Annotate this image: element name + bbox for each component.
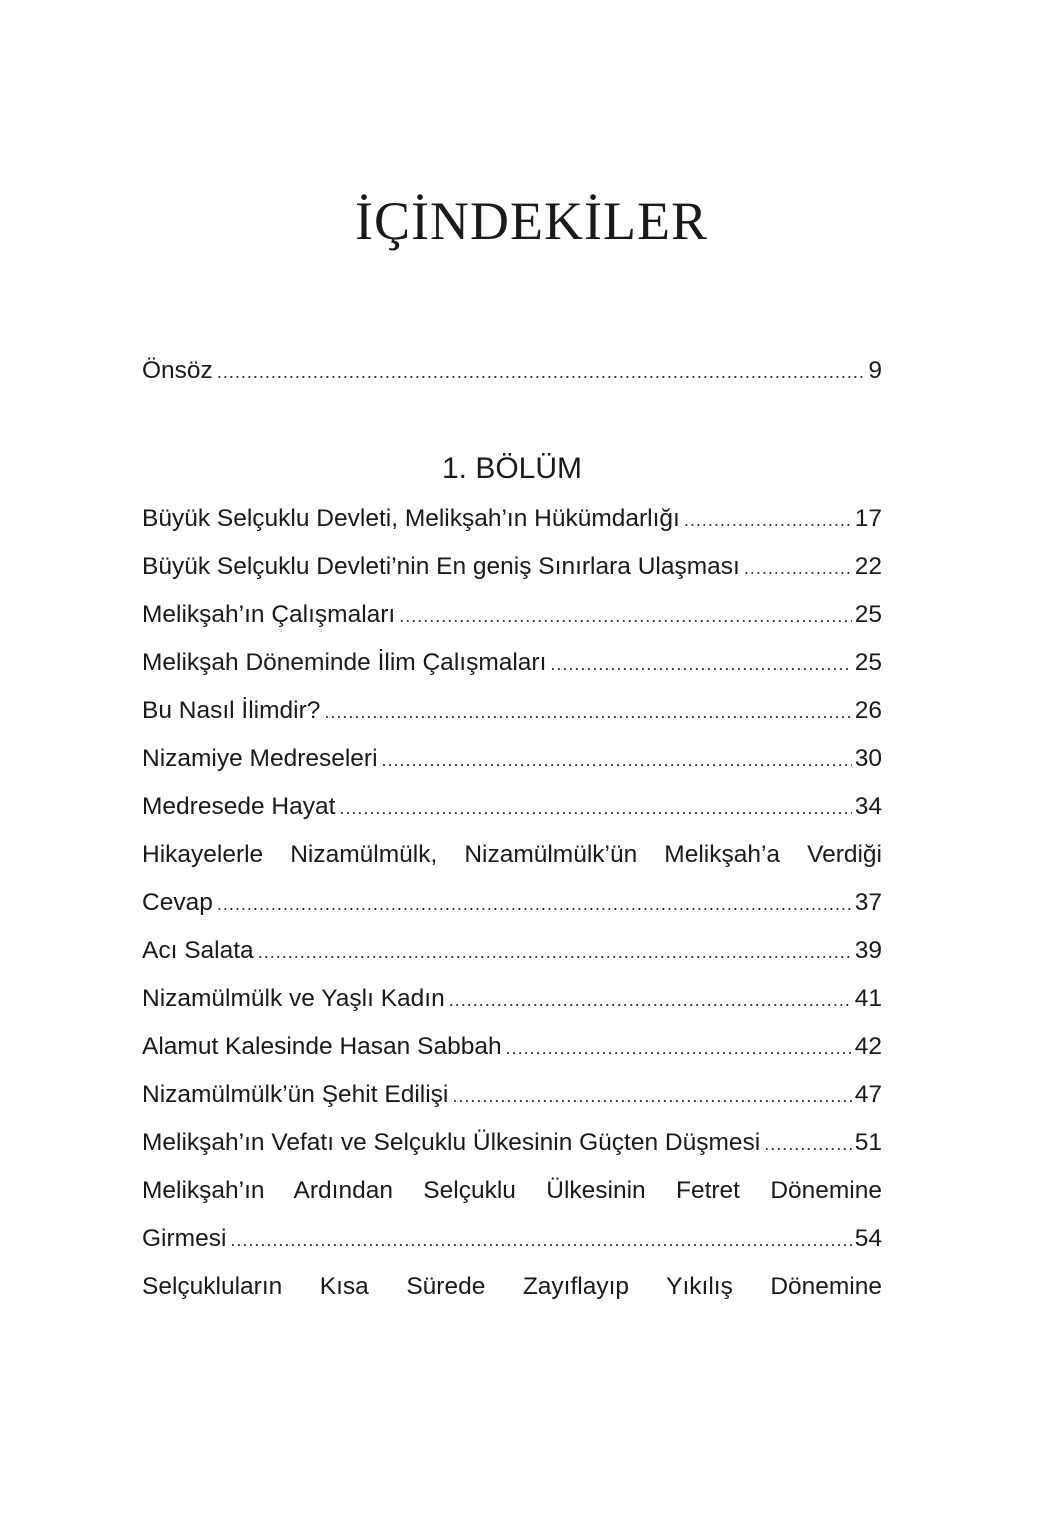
- dot-leader: [399, 596, 851, 636]
- toc-entry-page: 25: [854, 649, 882, 676]
- toc-entry-label: Önsöz: [142, 357, 213, 384]
- toc-entry-page: 17: [854, 505, 882, 532]
- toc-entry-label: Girmesi: [142, 1225, 227, 1252]
- dot-leader: [258, 932, 852, 972]
- toc-entry-label-line1: Selçukluların Kısa Sürede Zayıflayıp Yıkılış Dönemine: [142, 1273, 882, 1300]
- toc-entry-line1[interactable]: [142, 1171, 882, 1211]
- toc-entry-preface[interactable]: [142, 351, 882, 391]
- toc-entry-page: 9: [868, 357, 882, 384]
- toc-entry[interactable]: [142, 1219, 882, 1259]
- toc-entry-label: Bu Nasıl İlimdir?: [142, 697, 321, 724]
- toc-entry-page: 34: [854, 793, 882, 820]
- section-heading: 1. BÖLÜM: [441, 452, 583, 485]
- dot-leader: [339, 788, 851, 828]
- toc-entry-page: 37: [854, 889, 882, 916]
- toc-entry-page: 54: [854, 1225, 882, 1252]
- dot-leader: [452, 1076, 851, 1116]
- toc-entry[interactable]: [142, 931, 882, 971]
- page-title: İÇİNDEKİLER: [355, 191, 708, 251]
- toc-entry-label: Nizamülmülk ve Yaşlı Kadın: [142, 985, 445, 1012]
- toc-entry[interactable]: [142, 883, 882, 923]
- dot-leader: [324, 692, 851, 732]
- dot-leader: [506, 1028, 852, 1068]
- toc-entry[interactable]: [142, 1075, 882, 1115]
- toc-entry-page: 41: [854, 985, 882, 1012]
- toc-entry-label-line1: Hikayelerle Nizamülmülk, Nizamülmülk’ün Melikşah’a Verdiği: [142, 841, 882, 868]
- toc-entry-label: Büyük Selçuklu Devleti, Melikşah’ın Hükümdarlığı: [142, 505, 680, 532]
- toc-entry[interactable]: [142, 499, 882, 539]
- toc-entry-label: Melikşah Döneminde İlim Çalışmaları: [142, 649, 547, 676]
- toc-entry-page: 25: [854, 601, 882, 628]
- toc-entry-line1[interactable]: [142, 835, 882, 875]
- toc-entry-page: 42: [854, 1033, 882, 1060]
- toc-entry-page: 30: [854, 745, 882, 772]
- dot-leader: [684, 500, 852, 540]
- toc-entry-label: Nizamülmülk’ün Şehit Edilişi: [142, 1081, 449, 1108]
- toc-entry-label: Medresede Hayat: [142, 793, 336, 820]
- toc-entry-label: Alamut Kalesinde Hasan Sabbah: [142, 1033, 502, 1060]
- toc-entry[interactable]: [142, 739, 882, 779]
- dot-leader: [449, 980, 852, 1020]
- toc-entry-label: Büyük Selçuklu Devleti’nin En geniş Sınırlara Ulaşması: [142, 553, 740, 580]
- toc-entry[interactable]: [142, 787, 882, 827]
- toc-entry-label: Melikşah’ın Çalışmaları: [142, 601, 396, 628]
- toc-entry[interactable]: [142, 691, 882, 731]
- toc-entry-page: 22: [854, 553, 882, 580]
- toc-entry[interactable]: [142, 979, 882, 1019]
- toc-entry-label: Cevap: [142, 889, 213, 916]
- dot-leader: [217, 352, 866, 392]
- toc-entry-label: Melikşah’ın Vefatı ve Selçuklu Ülkesinin Güçten Düşmesi: [142, 1129, 761, 1156]
- toc-entry[interactable]: [142, 643, 882, 683]
- toc-entry-label-line1: Melikşah’ın Ardından Selçuklu Ülkesinin Fetret Dönemine: [142, 1177, 882, 1204]
- toc-entry[interactable]: [142, 595, 882, 635]
- toc-entry[interactable]: [142, 1123, 882, 1163]
- toc-entry-page: 47: [854, 1081, 882, 1108]
- toc-entry[interactable]: [142, 547, 882, 587]
- dot-leader: [744, 548, 852, 588]
- dot-leader: [550, 644, 851, 684]
- toc-entry-page: 39: [854, 937, 882, 964]
- toc-entry-page: 51: [854, 1129, 882, 1156]
- toc-entry-line1[interactable]: [142, 1267, 882, 1307]
- toc-entry-label: Nizamiye Medreseleri: [142, 745, 378, 772]
- dot-leader: [382, 740, 852, 780]
- dot-leader: [764, 1124, 852, 1164]
- dot-leader: [230, 1220, 851, 1260]
- toc-entry[interactable]: [142, 1027, 882, 1067]
- toc-entry-label: Acı Salata: [142, 937, 254, 964]
- toc-entry-page: 26: [854, 697, 882, 724]
- dot-leader: [217, 884, 852, 924]
